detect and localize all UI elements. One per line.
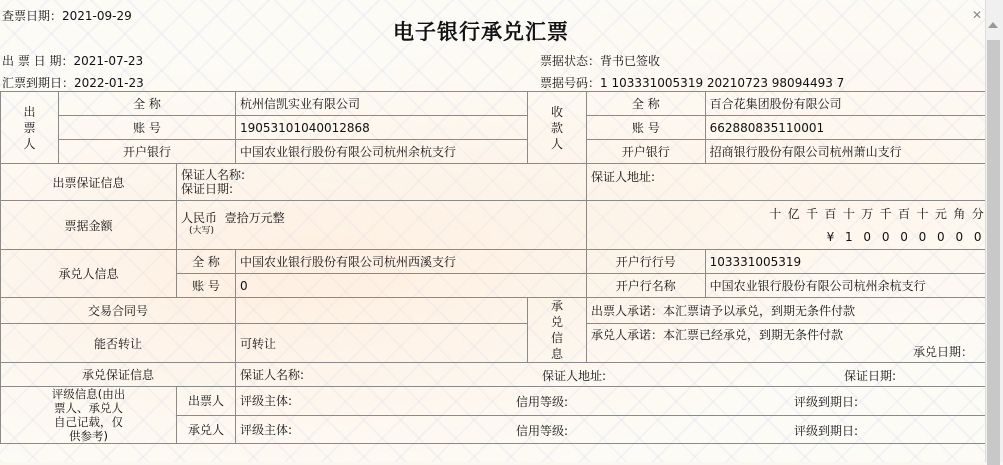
scroll-up-arrow-icon[interactable] [988,22,998,28]
bill-table [0,91,988,444]
amount-digit-cell: 0 [918,230,927,244]
drawer-section-label: 出票人 [1,92,59,164]
drawer-name: 杭州信凯实业有限公司 [236,92,528,116]
acceptor-name: 中国农业银行股份有限公司杭州西溪支行 [236,250,587,274]
amount-digit-cell: 0 [937,230,945,244]
guarantee-label: 出票保证信息 [1,164,177,201]
amount-digit-cell [784,225,802,249]
payee-section-label: 收款人 [528,92,587,164]
transfer-value: 可转让 [236,324,528,363]
payee-bank: 招商银行股份有限公司杭州萧山支行 [705,140,987,164]
amount-unit-cell: 十 [842,206,855,221]
acceptor-label: 承兑人信息 [1,250,177,298]
amount-digit-cell: 0 [881,230,890,244]
bill-number: 票据号码：1 103331005319 20210723 98094493 7 [540,76,845,90]
rating-acceptor-party: 承兑人 [177,415,236,444]
amount-unit-cell: 千 [806,206,819,221]
payee-bank-label: 开户银行 [587,140,706,164]
drawer-bank-label: 开户银行 [59,140,236,164]
transfer-label: 能否转让 [1,324,236,363]
acceptor-name-label: 全 称 [177,250,236,274]
acceptor-promise-cell [587,324,988,363]
rating-drawer-row: 评级主体: 信用等级: 评级到期日: [236,387,988,416]
amount-label: 票据金额 [1,201,177,250]
scrollbar-thumb[interactable] [987,40,1000,465]
amount-in-words: 壹拾万元整 [224,211,285,225]
amount-words: 人民币 壹拾万元整 (大写) [177,201,587,250]
amount-digit-cell [766,225,784,249]
bill-status: 票据状态：背书已签收 [540,54,661,68]
acceptor-account: 0 [236,274,587,298]
acceptor-bank-no: 103331005319 [705,250,987,274]
amount-digit-cell [803,225,821,249]
acceptor-bank-name-label: 开户行名称 [587,274,706,298]
amount-unit-cell: 万 [861,206,874,221]
payee-name: 百合花集团股份有限公司 [705,92,987,116]
acceptor-account-label: 账 号 [177,274,236,298]
drawer-promise: 出票人承诺：本汇票请予以承兑，到期无条件付款 [587,298,988,324]
acceptance-guarantee-date-label: 保证日期: [844,369,897,383]
acceptance-guarantee-address-label: 保证人地址: [542,369,607,383]
guarantee-address-label: 保证人地址: [587,164,988,201]
payee-account-label: 账 号 [587,116,706,140]
acceptance-section-label: 承兑信息 [528,298,587,363]
acceptance-guarantee-details [236,363,988,387]
amount-digit-cell: 0 [955,230,964,244]
amount-unit-cell: 分 [971,206,984,221]
guarantee-details [177,164,587,201]
amount-unit-cell: 角 [953,206,966,221]
acceptance-guarantee-label: 承兑保证信息 [1,363,236,387]
rating-drawer-party: 出票人 [177,387,236,416]
contract-label: 交易合同号 [1,298,236,324]
acceptor-bank-name: 中国农业银行股份有限公司杭州余杭支行 [705,274,987,298]
amount-digits [587,201,988,250]
payee-name-label: 全 称 [587,92,706,116]
acceptor-promise: 承兑人承诺：本汇票已经承兑，到期无条件付款 [591,328,844,343]
amount-digit-cell: 0 [863,230,872,244]
amount-unit-cell: 元 [934,206,947,221]
drawer-account-label: 账 号 [59,116,236,140]
amount-unit-cell: 十 [769,206,782,221]
amount-digit-cell: 0 [900,230,908,244]
drawer-name-label: 全 称 [59,92,236,116]
drawer-bank: 中国农业银行股份有限公司杭州余杭支行 [236,140,528,164]
amount-unit-cell: 千 [879,206,892,221]
query-date: 查票日期：2021-09-29 [2,9,132,23]
issue-date: 出 票 日 期：2021-07-23 [2,54,144,68]
acceptor-bank-no-label: 开户行行号 [587,250,706,274]
guarantee-name-label: 保证人名称: [181,168,246,182]
amount-digit-cell: ¥ [826,230,835,244]
amount-unit-cell: 百 [824,206,837,221]
payee-account: 662880835110001 [705,116,987,140]
accept-date-label: 承兑日期： [912,345,973,359]
bill-title: 电子银行承兑汇票 [393,20,569,44]
drawer-account: 19053101040012868 [236,116,528,140]
acceptance-guarantee-name-label: 保证人名称: [240,368,305,382]
rating-acceptor-row: 评级主体: 信用等级: 评级到期日: [236,415,988,444]
amount-unit-cell: 百 [898,206,911,221]
contract-value [236,298,528,324]
amount-unit-cell: 十 [916,206,929,221]
due-date: 汇票到期日：2022-01-23 [2,76,144,90]
amount-digit-cell: 0 [973,230,982,244]
amount-digit-cell: 1 [845,230,853,244]
amount-unit-cell: 亿 [787,206,800,221]
close-icon[interactable]: ✕ [971,8,983,22]
rating-label: 评级信息(由出票人、承兑人自己记载，仅供参考) [1,387,177,444]
guarantee-date-label: 保证日期: [181,182,234,196]
